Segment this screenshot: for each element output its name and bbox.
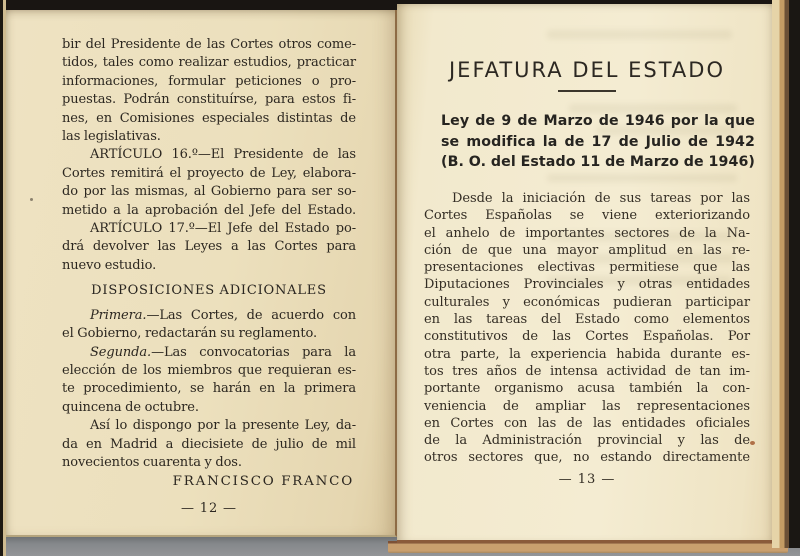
heading-divider-rule xyxy=(558,90,616,92)
text-line: en las tareas del Estado como elementos xyxy=(424,312,750,328)
text-line: Ley de 9 de Marzo de 1946 por la que xyxy=(441,113,755,129)
text-line: culturales y económicas pudieran participar xyxy=(424,294,750,310)
text-line: Así lo dispongo por la presente Ley, da- xyxy=(90,418,356,434)
text-line: Segunda.—Las convocatorias para la xyxy=(90,344,356,360)
left-body-block-2 xyxy=(62,307,356,473)
text-line: las legislativas. xyxy=(62,129,161,145)
text-line: ción de que una mayor amplitud en las re- xyxy=(424,242,750,258)
left-page xyxy=(6,10,397,537)
text-line: presentaciones electivas permitiese que las xyxy=(424,260,750,276)
text-line: el Gobierno, redactarán su reglamento. xyxy=(62,326,318,342)
text-line: de la Administración provincial y las de xyxy=(424,433,750,449)
text-line: puestas. Podrán constituírse, para estos fi- xyxy=(62,92,356,108)
text-line: metido a la aprobación del Jefe del Estado. xyxy=(62,202,356,218)
text-line: Primera.—Las Cortes, de acuerdo con xyxy=(90,307,356,323)
page-edge-strips xyxy=(772,0,800,548)
show-through-smudge xyxy=(547,30,732,39)
left-page-text xyxy=(62,36,356,518)
text-line: da en Madrid a diecisiete de julio de mil xyxy=(62,436,356,452)
text-line: do por las mismas, al Gobierno para ser so- xyxy=(62,184,356,200)
text-line: (B. O. del Estado 11 de Marzo de 1946) xyxy=(441,154,755,170)
text-line: elección de los miembros que requieran es- xyxy=(62,362,356,378)
text-line: Diputaciones Provinciales y otras entidades xyxy=(424,277,750,293)
text-line: ARTÍCULO 16.º—El Presidente de las xyxy=(90,147,356,163)
text-line: nes, en Comisiones especiales distintas de xyxy=(62,110,356,126)
text-line: veniencia de ampliar las representaciones xyxy=(424,398,750,414)
text-line: tidos, tales como realizar estudios, practicar xyxy=(62,55,356,71)
text-line: se modifica la de 17 de Julio de 1942 xyxy=(441,133,755,150)
left-page-number: — 12 — xyxy=(180,500,237,516)
chapter-heading-text: JEFATURA DEL ESTADO xyxy=(448,58,725,82)
text-line: en Cortes con las de las entidades oficiales xyxy=(424,415,750,431)
text-line: bir del Presidente de las Cortes otros come- xyxy=(62,37,356,52)
chapter-heading xyxy=(424,58,750,92)
text-line: portante organismo acusa también la con- xyxy=(424,381,750,397)
show-through-smudge xyxy=(547,174,737,182)
text-line: drá devolver las Leyes a las Cortes para xyxy=(62,239,356,255)
text-line: otros sectores que, no estando directamente xyxy=(424,450,750,466)
text-line: el anhelo de importantes sectores de la Na- xyxy=(424,225,750,241)
section-heading: DISPOSICIONES ADICIONALES xyxy=(91,283,327,299)
signature: FRANCISCO FRANCO xyxy=(172,474,354,490)
text-line: otra parte, la experiencia habida durante es- xyxy=(424,346,750,362)
text-line: informaciones, formular peticiones o pro- xyxy=(62,73,356,89)
text-line: quincena de octubre. xyxy=(62,399,199,415)
left-body-block-1 xyxy=(62,36,356,275)
text-line: novecientos cuarenta y dos. xyxy=(62,454,242,470)
text-line: constitutivos de las Cortes Españolas. Por xyxy=(424,329,750,345)
text-line: Desde la iniciación de sus tareas por las xyxy=(452,191,750,206)
text-line: Cortes remitirá el proyecto de Ley, elabora- xyxy=(62,165,356,181)
text-line: te procedimiento, se harán en la primera xyxy=(62,381,356,397)
text-line: ARTÍCULO 17.º—El Jefe del Estado po- xyxy=(90,221,356,237)
stain-dot xyxy=(750,441,755,445)
right-page-number: — 13 — xyxy=(558,472,616,487)
law-subtitle xyxy=(441,111,755,173)
text-line: nuevo estudio. xyxy=(62,257,157,273)
text-line: tos tres años de intensa actividad de tan im- xyxy=(424,363,750,379)
right-page xyxy=(397,4,772,543)
text-line: Cortes Españolas se viene exteriorizando xyxy=(424,208,750,224)
right-page-text xyxy=(424,190,750,467)
paper-speck xyxy=(30,198,33,201)
